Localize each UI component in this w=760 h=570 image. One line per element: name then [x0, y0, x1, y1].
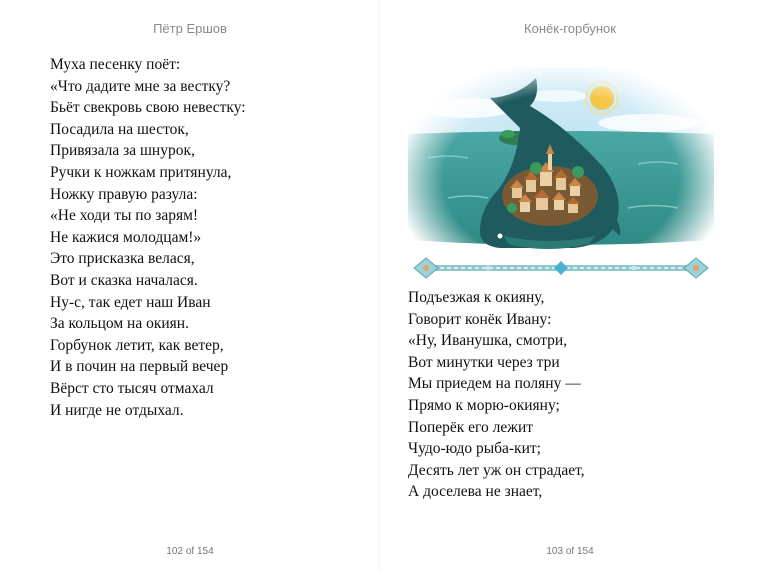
- verse-line: А доселева не знает,: [408, 483, 543, 501]
- verse-line: Мы приедем на поляну —: [408, 375, 581, 393]
- running-head-author: Пётр Ершов: [153, 21, 227, 36]
- verse-left: [50, 54, 246, 421]
- right-page: [380, 0, 760, 570]
- verse-right: [408, 287, 585, 503]
- verse-line: Не кажися молодцам!»: [50, 228, 202, 246]
- verse-line: «Ну, Иванушка, смотри,: [408, 332, 568, 350]
- running-head-title: Конёк-горбунок: [524, 21, 616, 36]
- verse-line: Прямо к морю-окияну;: [408, 396, 560, 414]
- verse-line: «Что дадите мне за вестку?: [50, 77, 231, 95]
- verse-line: Ручки к ножкам притянула,: [50, 163, 232, 181]
- verse-line: Горбунок летит, как ветер,: [50, 336, 224, 354]
- verse-line: Посадила на шесток,: [50, 120, 189, 138]
- verse-line: Ножку правую разула:: [50, 185, 198, 203]
- page-number-left: 102 of 154: [166, 546, 214, 557]
- verse-line: И в почин на первый вечер: [50, 358, 229, 376]
- verse-line: Муха песенку поёт:: [50, 56, 181, 73]
- verse-line: Вот минутки через три: [408, 353, 560, 371]
- verse-line: Поперёк его лежит: [408, 418, 534, 436]
- verse-line: Вёрст сто тысяч отмахал: [50, 379, 214, 397]
- verse-line: Бьёт свекровь свою невестку:: [50, 99, 246, 117]
- verse-line: Говорит конёк Ивану:: [408, 310, 552, 328]
- verse-line: Ну-с, так едет наш Иван: [50, 293, 211, 311]
- verse-line: Чудо-юдо рыба-кит;: [408, 440, 541, 458]
- whale-island-illustration: [408, 68, 714, 290]
- verse-line: «Не ходи ты по зарям!: [50, 207, 199, 225]
- verse-line: Подъезжая к окияну,: [408, 289, 545, 306]
- verse-line: Десять лет уж он страдает,: [408, 461, 585, 479]
- verse-line: За кольцом на окиян.: [50, 315, 189, 333]
- verse-line: Привязала за шнурок,: [50, 142, 195, 160]
- verse-line: И нигде не отдыхал.: [50, 401, 184, 419]
- page-number-right: 103 of 154: [546, 546, 594, 557]
- verse-line: Это присказка велася,: [50, 250, 195, 268]
- verse-line: Вот и сказка началася.: [50, 271, 198, 289]
